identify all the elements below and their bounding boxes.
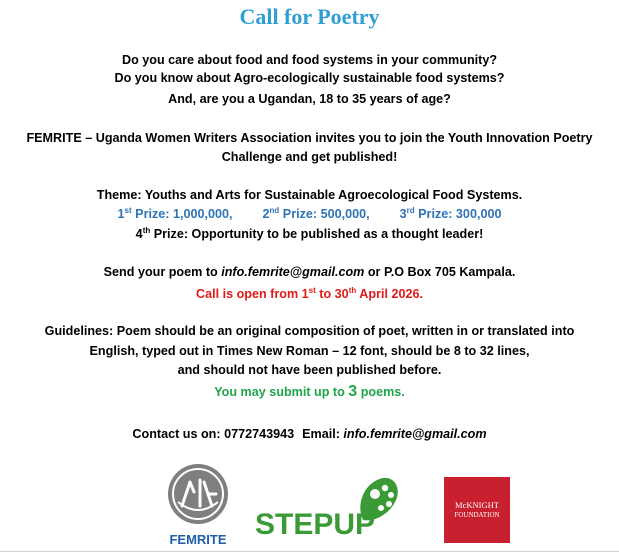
third-prize: 3rd Prize: 300,000 (399, 205, 502, 221)
femrite-logo-text: FEMRITE (169, 532, 227, 547)
fourth-prize: 4th Prize: Opportunity to be published as a thought leader! (135, 225, 484, 241)
stepup-logo (255, 474, 405, 546)
femrite-emblem-icon (160, 462, 236, 526)
guidelines-line-1: Guidelines: Poem should be an original composition of poet, written in or translated into (44, 324, 575, 338)
femrite-logo (160, 462, 236, 547)
contact-line: Contact us on: 0772743943 Email: info.femrite@gmail.com (132, 427, 487, 441)
invite-line-2: Challenge and get published! (221, 150, 398, 164)
question-line-3: And, are you a Ugandan, 18 to 35 years of age? (168, 92, 451, 106)
send-line: Send your poem to info.femrite@gmail.com or P.O Box 705 Kampala. (103, 265, 516, 279)
bottom-divider (0, 551, 619, 552)
send-email-link[interactable]: info.femrite@gmail.com (221, 265, 365, 279)
call-open-line: Call is open from 1st to 30th April 2026. (196, 285, 423, 301)
first-prize: 1st Prize: 1,000,000, (117, 205, 233, 221)
question-line-2: Do you know about Agro-ecologically sustainable food systems? (114, 71, 505, 85)
submit-line: You may submit up to 3 poems. (214, 383, 405, 400)
contact-email-link[interactable]: info.femrite@gmail.com (343, 427, 487, 441)
theme-text: Theme: Youths and Arts for Sustainable Agroecological Food Systems. (96, 188, 523, 202)
stepup-logo-text: STEPUP (255, 508, 376, 541)
mcknight-logo (444, 477, 510, 543)
mcknight-logo-text: McKNIGHT FOUNDATION (454, 500, 500, 519)
prizes-row (0, 206, 619, 222)
invite-line-1: FEMRITE – Uganda Women Writers Association invites you to join the Youth Innovation Poetry (26, 131, 593, 145)
guidelines-line-3: and should not have been published before. (177, 363, 442, 377)
page-title: Call for Poetry (239, 4, 380, 29)
guidelines-line-2: English, typed out in Times New Roman – 12 font, should be 8 to 32 lines, (89, 344, 530, 358)
question-line-1: Do you care about food and food systems in your community? (121, 53, 498, 67)
second-prize: 2nd Prize: 500,000, (262, 205, 370, 221)
